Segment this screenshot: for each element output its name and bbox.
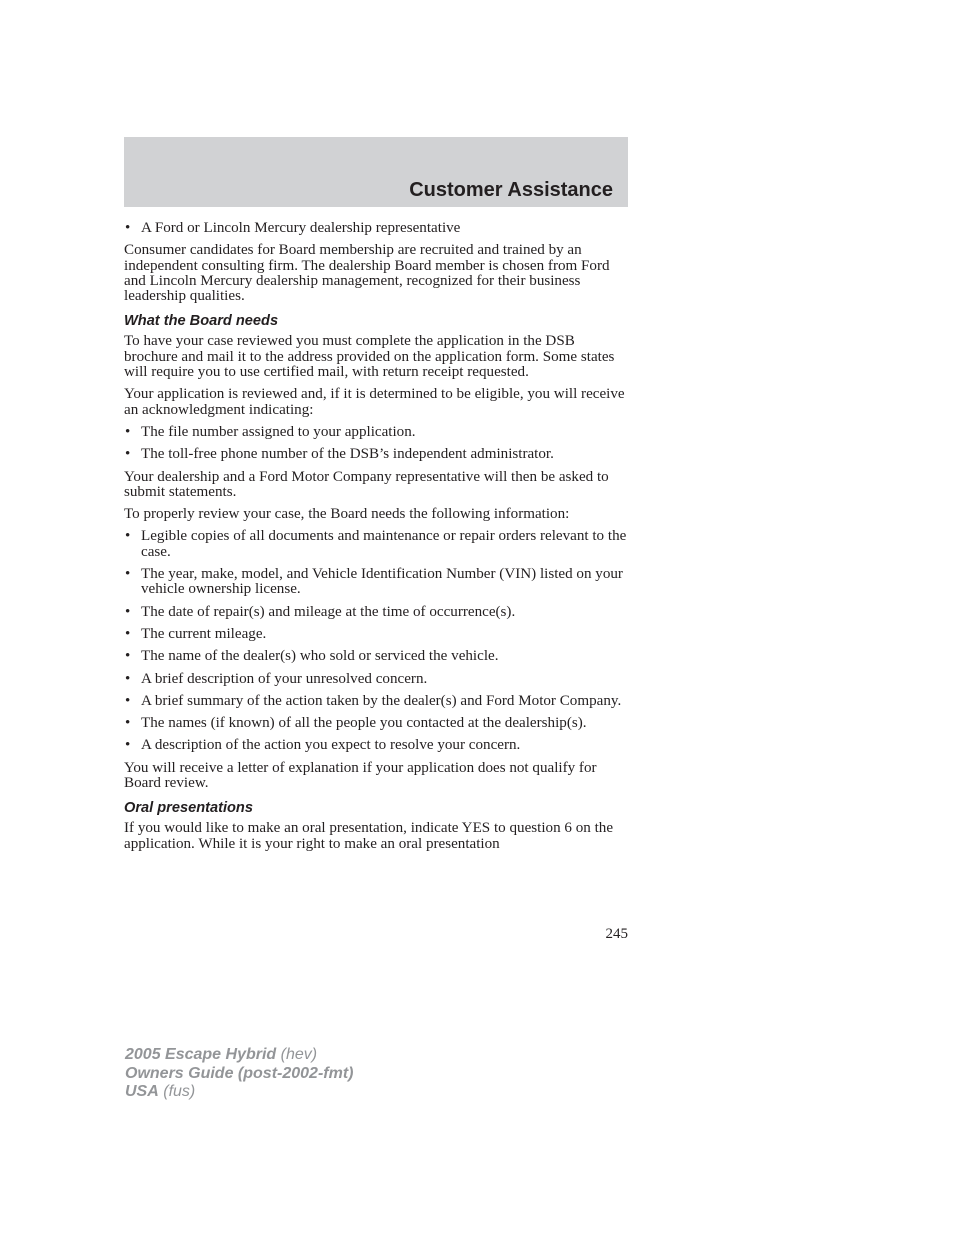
paragraph: To properly review your case, the Board needs the following information: xyxy=(124,506,570,523)
list-item: • Legible copies of all documents and maintenance or repair orders relevant to the case. xyxy=(125,528,627,560)
bullet-icon: • xyxy=(125,715,131,732)
footer-line-guide: Owners Guide (post-2002-fmt) xyxy=(125,1064,354,1082)
bullet-list-required-information xyxy=(124,529,628,753)
list-item: • A brief description of your unresolved concern. xyxy=(125,670,428,687)
paragraph: To have your case reviewed you must complete the application in the DSB brochure and mail it to the address provided on the application form. Some states will require you to use certified mail, with return receipt requested. xyxy=(124,333,615,381)
footer-line-model: 2005 Escape Hybrid (hev) xyxy=(125,1046,318,1063)
footer-line-region: USA (fus) xyxy=(125,1083,196,1100)
bullet-icon: • xyxy=(125,423,131,440)
page-number: 245 xyxy=(605,926,628,942)
paragraph: Your dealership and a Ford Motor Company representative will then be asked to submit statements. xyxy=(124,468,609,500)
list-item: • The toll-free phone number of the DSB’s independent administrator. xyxy=(125,446,554,463)
list-item: • A brief summary of the action taken by the dealer(s) and Ford Motor Company. xyxy=(125,692,622,709)
document-footer xyxy=(125,1046,353,1102)
list-item: • The names (if known) of all the people you contacted at the dealership(s). xyxy=(125,715,587,732)
list-item: • The date of repair(s) and mileage at the time of occurrence(s). xyxy=(125,603,516,620)
bullet-icon: • xyxy=(125,670,131,687)
section-title: Customer Assistance xyxy=(409,179,613,201)
bullet-list-representatives xyxy=(124,221,628,236)
bullet-icon: • xyxy=(125,692,131,709)
bullet-icon: • xyxy=(125,603,131,620)
bullet-icon: • xyxy=(125,737,131,754)
bullet-icon: • xyxy=(125,528,131,545)
page-content xyxy=(124,221,628,859)
subheading-oral-presentations: Oral presentations xyxy=(124,800,253,817)
bullet-icon: • xyxy=(125,625,131,642)
bullet-icon: • xyxy=(125,220,131,236)
paragraph: You will receive a letter of explanation if your application does not qualify for Board review. xyxy=(124,759,597,792)
list-item: • The file number assigned to your application. xyxy=(125,423,416,440)
list-item: • The name of the dealer(s) who sold or serviced the vehicle. xyxy=(125,648,499,665)
bullet-icon: • xyxy=(125,648,131,665)
list-item: • A Ford or Lincoln Mercury dealership representative xyxy=(125,220,461,236)
paragraph: Your application is reviewed and, if it is determined to be eligible, you will receive an acknowledgment indicating: xyxy=(124,386,625,418)
paragraph: If you would like to make an oral presentation, indicate YES to question 6 on the application. While it is your right to make an oral presentation xyxy=(124,820,614,852)
list-item: • The year, make, model, and Vehicle Identification Number (VIN) listed on your vehicle ownership license. xyxy=(125,566,623,598)
paragraph: Consumer candidates for Board membership are recruited and trained by an independent consulting firm. The dealership Board member is chosen from Ford and Lincoln Mercury dealership management, recognized for their business leadership qualities. xyxy=(124,242,610,305)
list-item: • The current mileage. xyxy=(125,625,267,642)
subheading-board-needs: What the Board needs xyxy=(124,313,279,330)
bullet-icon: • xyxy=(125,446,131,463)
bullet-list-acknowledgment xyxy=(124,425,628,463)
list-item: • A description of the action you expect to resolve your concern. xyxy=(125,737,521,754)
section-header-band xyxy=(124,137,628,207)
bullet-icon: • xyxy=(125,566,131,583)
